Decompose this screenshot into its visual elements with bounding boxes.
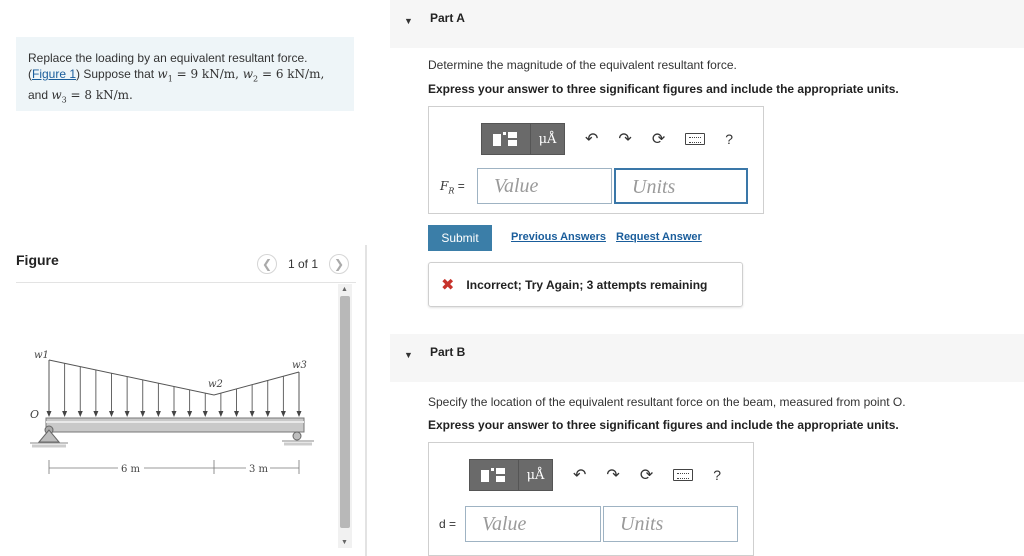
help-icon[interactable]: ? [713,467,722,483]
dim-6m: 6 m [121,464,141,475]
reset-icon[interactable]: ⟳ [651,131,666,148]
part-b-instruction: Express your answer to three significant figures and include the appropriate units. [428,418,899,432]
load-arrow-head [47,411,52,417]
origin-label: O [30,408,40,421]
part-a-title: Part A [430,11,465,25]
scroll-down-icon[interactable]: ▼ [341,539,348,546]
units-icon[interactable]: μÅ [531,123,565,155]
load-arrow-head [62,411,67,417]
load-arrow-head [297,411,302,417]
load-arrow-head [187,411,192,417]
part-a-value-input[interactable]: Value [477,168,612,204]
figure-scrollbar[interactable] [338,284,352,548]
chevron-right-icon[interactable]: ❯ [329,254,349,274]
figure-title: Figure [16,252,59,268]
load-arrow-head [281,411,286,417]
load-arrow-head [203,411,208,417]
part-b-toolbar [469,459,721,491]
load-arrow-head [250,411,255,417]
chevron-left-icon[interactable]: ❮ [257,254,277,274]
redo-icon[interactable]: ↷ [606,467,620,484]
beam [46,418,304,432]
roller-support [282,432,314,444]
w1-label: w1 [34,350,49,361]
load-arrow-head [93,411,98,417]
part-b-value-input[interactable]: Value [465,506,601,542]
load-arrow-head [172,411,177,417]
part-b-units-input[interactable]: Units [603,506,738,542]
help-icon[interactable]: ? [725,131,734,147]
figure-link[interactable]: Figure 1 [32,67,77,81]
dim-3m: 3 m [249,464,269,475]
figure-divider [16,282,356,283]
left-panel [0,0,366,556]
keyboard-icon[interactable] [685,133,705,145]
problem-line-1: Replace the loading by an equivalent resultant force. [28,51,308,65]
problem-statement [16,37,354,111]
submit-button[interactable]: Submit [428,225,492,251]
load-arrow-head [234,411,239,417]
load-arrow-head [218,411,223,417]
problem-line-3: and $w_3 = 8$ kN/m. [28,88,133,105]
part-a-header[interactable] [390,0,1024,48]
load-arrow-head [140,411,145,417]
part-b-question: Specify the location of the equivalent resultant force on the beam, measured from point O. [428,395,906,409]
figure-counter: 1 of 1 [288,257,319,271]
redo-icon[interactable]: ↷ [618,131,632,148]
part-a-question: Determine the magnitude of the equivalent resultant force. [428,58,737,72]
panel-divider [365,245,367,556]
part-b-answer-box [428,442,754,556]
reset-icon[interactable]: ⟳ [639,467,654,484]
load-arrow-head [109,411,114,417]
scroll-thumb[interactable] [340,296,350,528]
caret-down-icon: ▼ [404,350,413,360]
feedback-message [428,262,743,307]
figure-nav [257,254,349,274]
templates-icon[interactable] [481,123,531,155]
w2-label: w2 [208,379,223,390]
feedback-text: Incorrect; Try Again; 3 attempts remaining [466,277,708,292]
part-a-toolbar [481,123,733,155]
w3-label: w3 [292,360,307,371]
undo-icon[interactable]: ↶ [585,131,599,148]
caret-down-icon: ▼ [404,16,413,26]
error-x-icon: ✖ [441,276,455,294]
undo-icon[interactable]: ↶ [573,467,587,484]
units-icon[interactable]: μÅ [519,459,553,491]
scroll-up-icon[interactable]: ▲ [341,286,348,293]
load-arrow-head [78,411,83,417]
load-arrow-head [265,411,270,417]
templates-icon[interactable] [469,459,519,491]
d-label: d = [439,517,457,531]
part-b-title: Part B [430,345,466,359]
beam-figure [24,340,324,480]
part-a-answer-box [428,106,764,214]
part-a-units-input[interactable]: Units [614,168,748,204]
problem-line-2: (Figure 1) Suppose that $w_1 = 9$ kN/m, $w_2 = 6$ kN/m, [28,67,325,84]
request-answer-link[interactable]: Request Answer [616,231,702,243]
load-arrows [47,360,302,417]
load-arrow-head [156,411,161,417]
fr-label: $F_R$ = [440,179,465,196]
part-a-instruction: Express your answer to three significant figures and include the appropriate units. [428,82,899,96]
previous-answers-link[interactable]: Previous Answers [511,231,606,243]
load-arrow-head [125,411,130,417]
keyboard-icon[interactable] [673,469,693,481]
part-b-header[interactable] [390,334,1024,382]
